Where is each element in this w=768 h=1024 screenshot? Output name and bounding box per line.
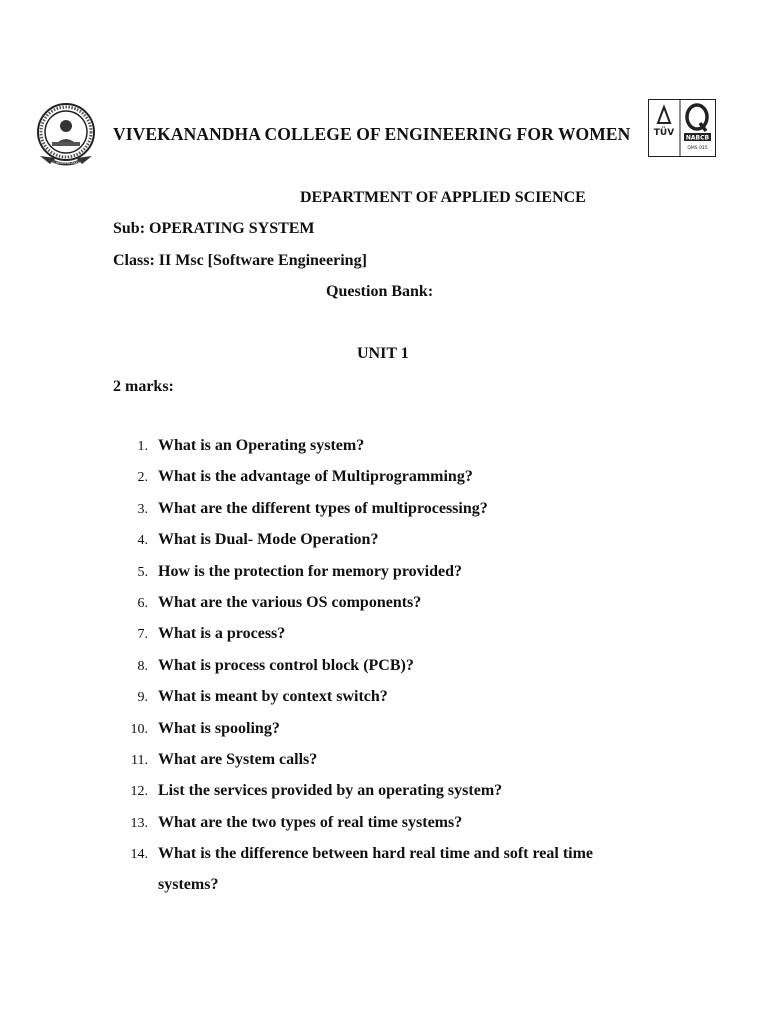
question-text: What are the different types of multiprocessing? (158, 499, 488, 517)
subject-line: Sub: OPERATING SYSTEM (113, 220, 315, 237)
question-text: What is the difference between hard real time and soft real time (158, 845, 594, 863)
question-number: 1. (137, 439, 148, 454)
question-item (0, 500, 768, 531)
college-seal-logo (36, 98, 100, 170)
question-text: What is spooling? (158, 719, 280, 737)
nabcb-text: NABCB (685, 134, 710, 142)
question-item (0, 437, 768, 468)
question-item (0, 751, 768, 782)
question-number: 7. (137, 627, 148, 643)
question-text: What is a process? (158, 625, 286, 643)
question-number: 3. (137, 501, 148, 517)
question-text: What is an Operating system? (158, 437, 365, 454)
question-item (0, 688, 768, 719)
certification-logo (648, 99, 716, 157)
question-number: 13. (130, 815, 148, 831)
question-number: 12. (130, 784, 148, 800)
question-text: What is meant by context switch? (158, 688, 388, 706)
department-title: DEPARTMENT OF APPLIED SCIENCE (300, 189, 586, 206)
question-item (0, 594, 768, 625)
question-number: 6. (137, 595, 148, 611)
tuv-text: TÜV (653, 128, 675, 138)
unit-heading: UNIT 1 (357, 345, 409, 362)
question-number: 14. (130, 847, 148, 863)
question-bank-heading: Question Bank: (326, 283, 434, 300)
question-number: 9. (137, 690, 148, 706)
question-text: What is process control block (PCB)? (158, 656, 414, 674)
question-list (0, 437, 768, 876)
class-line: Class: II Msc [Software Engineering] (113, 252, 367, 269)
question-item (0, 468, 768, 499)
question-item (0, 782, 768, 813)
question-number: 10. (130, 721, 148, 737)
question-item (0, 845, 768, 876)
question-number: 11. (131, 752, 148, 768)
question-14-continuation: systems? (158, 876, 219, 893)
qms-text: QMS 015 (687, 146, 708, 151)
college-name: VIVEKANANDHA COLLEGE OF ENGINEERING FOR WOMEN (113, 124, 631, 144)
question-item (0, 814, 768, 845)
question-number: 8. (137, 658, 148, 674)
question-text: What is Dual- Mode Operation? (158, 531, 379, 549)
question-text: How is the protection for memory provided? (158, 562, 462, 580)
seal-caption-text: ELAYAMPALAYAM (51, 161, 81, 165)
question-number: 2. (137, 470, 148, 486)
question-item (0, 563, 768, 594)
question-number: 4. (137, 533, 148, 549)
question-text: List the services provided by an operating system? (158, 782, 503, 800)
question-item (0, 531, 768, 562)
question-text: What are the two types of real time systems? (158, 813, 463, 831)
marks-heading: 2 marks: (113, 378, 174, 395)
question-item (0, 720, 768, 751)
question-text: What are the various OS components? (158, 593, 422, 611)
question-text: What is the advantage of Multiprogramming? (158, 468, 473, 486)
question-text: What are System calls? (158, 750, 318, 768)
question-number: 5. (137, 564, 148, 580)
question-item (0, 657, 768, 688)
question-item (0, 625, 768, 656)
